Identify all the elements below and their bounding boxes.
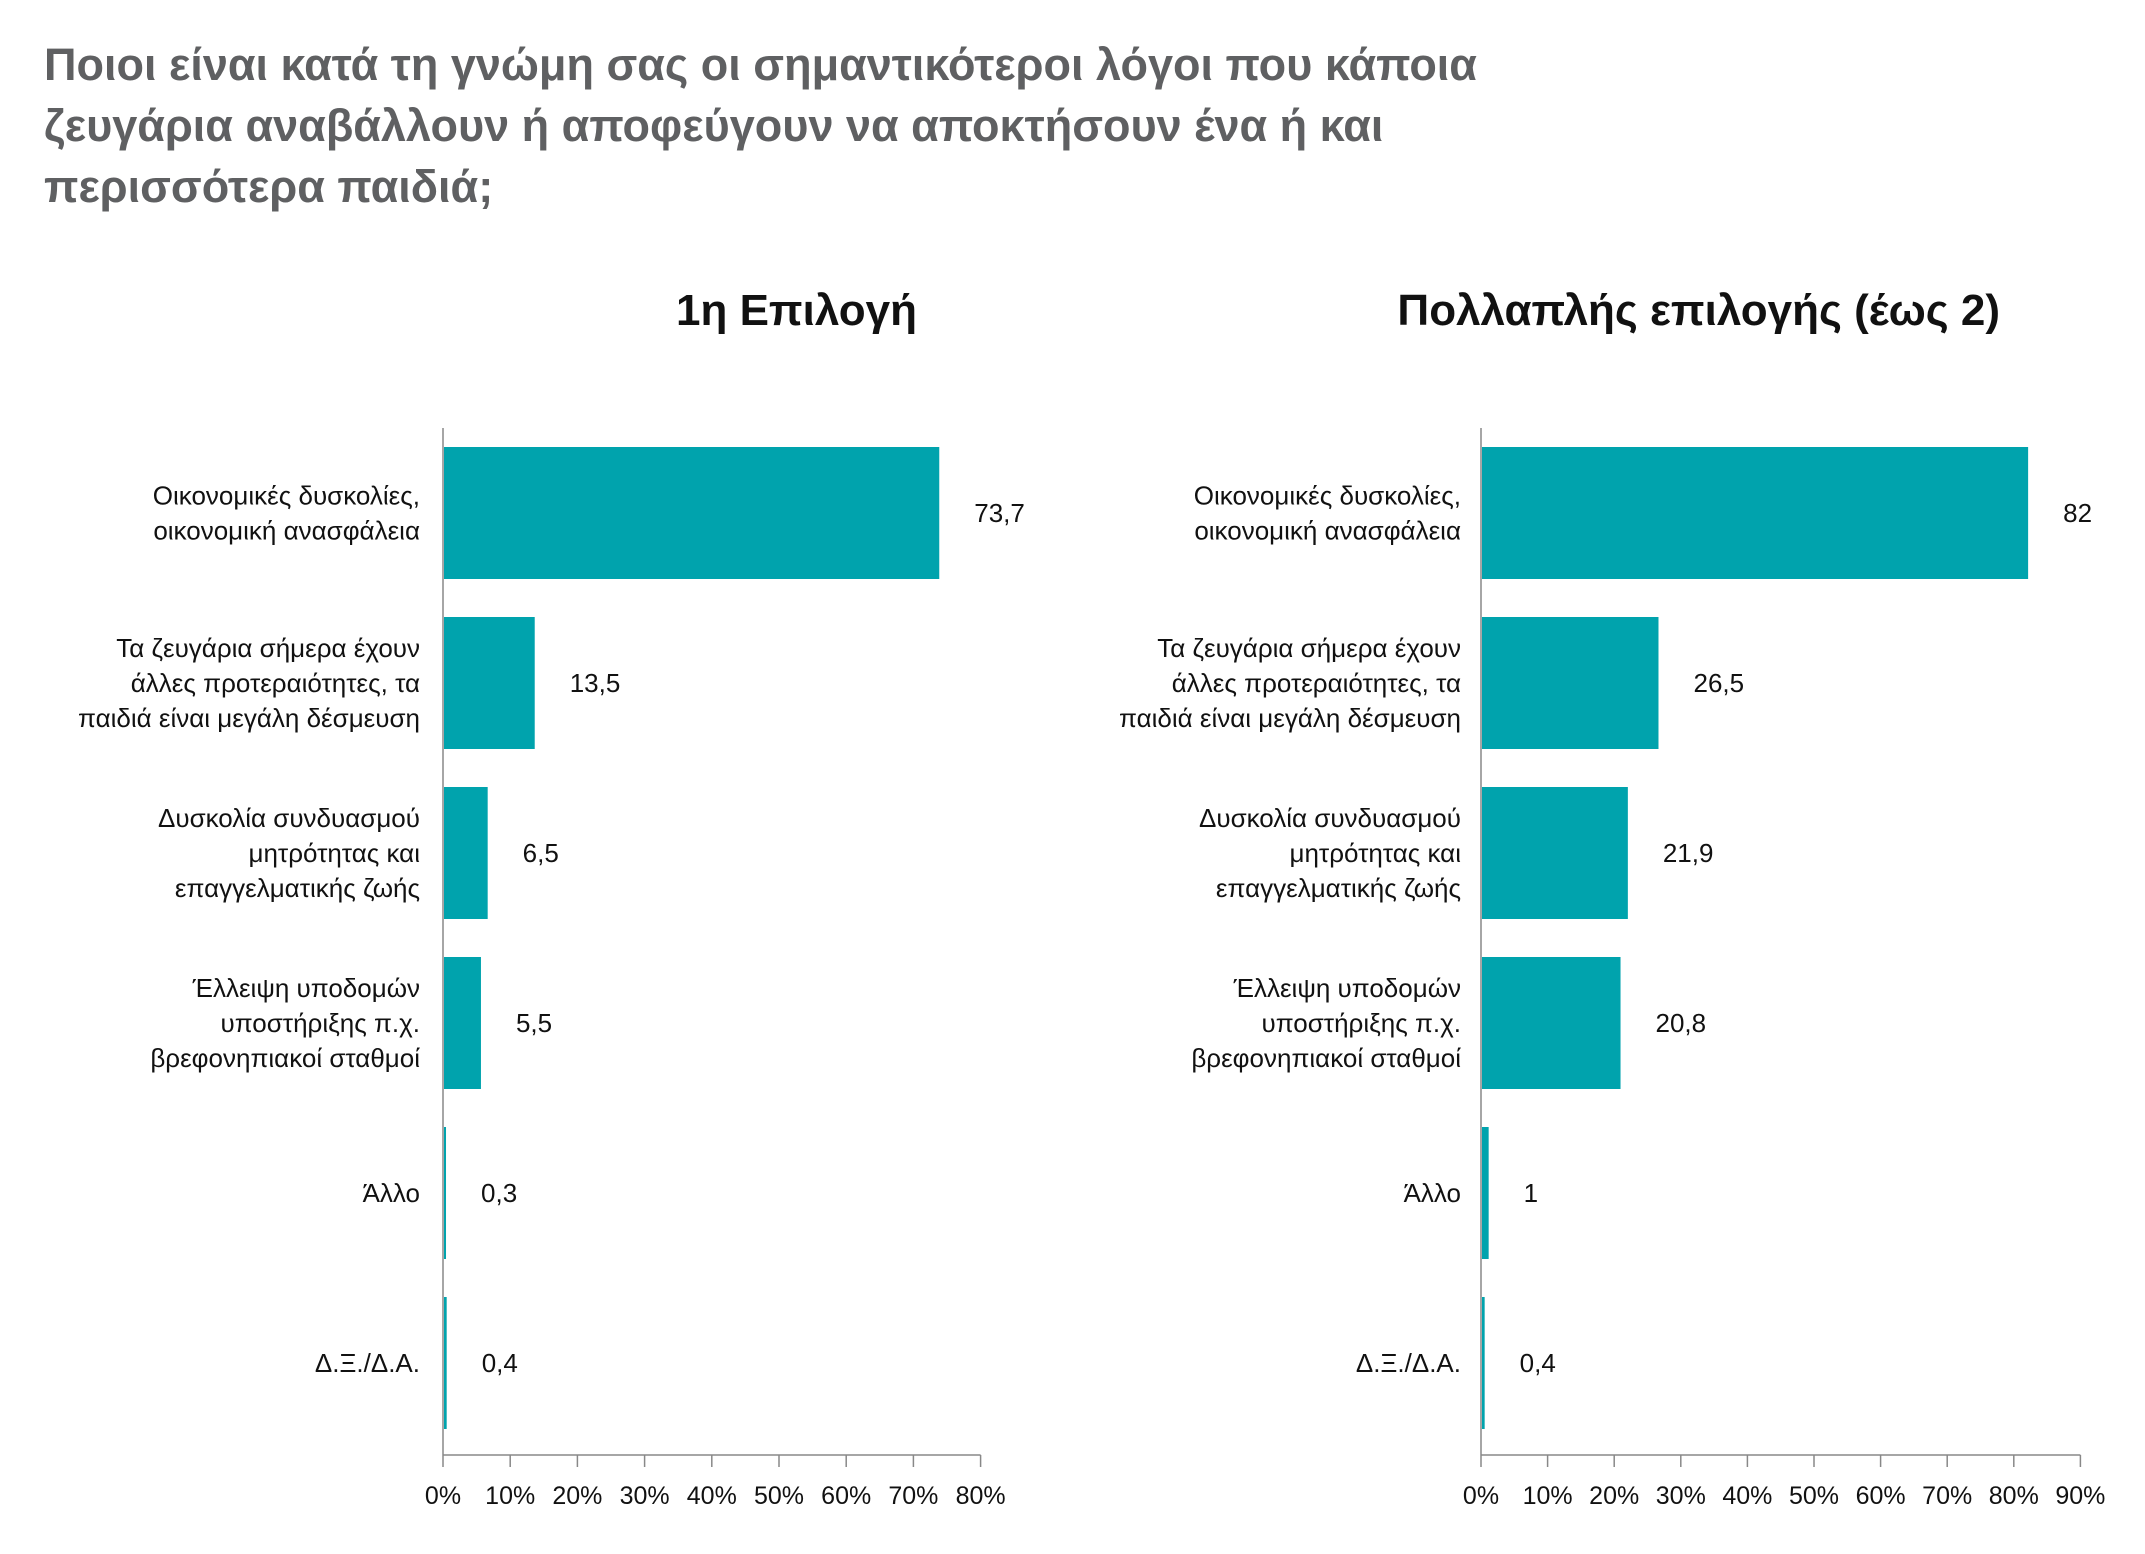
category-label-line: βρεφονηπιακοί σταθμοί xyxy=(150,1043,420,1073)
category-label-line: Τα ζευγάρια σήμερα έχουν xyxy=(1157,633,1461,663)
category-label-line: Τα ζευγάρια σήμερα έχουν xyxy=(116,633,420,663)
category-label xyxy=(1199,803,1461,903)
data-label: 82 xyxy=(2063,498,2093,528)
category-label-line: Δ.Ξ./Δ.Α. xyxy=(1355,1348,1461,1378)
category-label xyxy=(363,1178,420,1208)
chart-title-first-choice: 1η Επιλογή xyxy=(676,286,917,335)
x-tick-label: 10% xyxy=(1522,1482,1573,1510)
category-label-line: επαγγελματικής ζωής xyxy=(1215,873,1461,903)
x-tick-label: 80% xyxy=(955,1482,1006,1510)
data-label: 21,9 xyxy=(1662,838,1714,868)
x-tick-label: 0% xyxy=(1462,1482,1500,1510)
category-label xyxy=(315,1348,420,1378)
category-label-line: Έλλειψη υποδομών xyxy=(1233,973,1461,1003)
data-label: 1 xyxy=(1523,1178,1539,1208)
multiple-choice-bar-chart xyxy=(1072,0,2145,1554)
category-label-line: Οικονομικές δυσκολίες, xyxy=(1193,480,1461,511)
x-tick-label: 20% xyxy=(552,1482,603,1510)
category-label-line: Άλλο xyxy=(362,1178,420,1208)
category-label-line: υποστήριξης π.χ. xyxy=(1261,1008,1461,1038)
data-label: 0,4 xyxy=(1519,1348,1556,1378)
category-label xyxy=(1356,1348,1461,1378)
category-label-line: βρεφονηπιακοί σταθμοί xyxy=(1191,1043,1461,1073)
bar xyxy=(444,1297,447,1429)
x-tick-label: 0% xyxy=(424,1482,462,1510)
category-label-line: παιδιά είναι μεγάλη δέσμευση xyxy=(1119,703,1461,733)
bar xyxy=(444,1127,446,1259)
bar xyxy=(444,957,481,1089)
bar xyxy=(1482,957,1621,1089)
category-label-line: Οικονομικές δυσκολίες, xyxy=(152,480,420,511)
chart-title-multiple-choice: Πολλαπλής επιλογής (έως 2) xyxy=(1397,286,2000,335)
category-label-line: υποστήριξης π.χ. xyxy=(220,1008,420,1038)
x-tick-label: 40% xyxy=(686,1482,737,1510)
bar xyxy=(1482,787,1628,919)
x-tick-label: 90% xyxy=(2055,1482,2106,1510)
category-label-line: Άλλο xyxy=(1403,1178,1461,1208)
category-label xyxy=(1404,1178,1461,1208)
bar xyxy=(444,617,535,749)
bar xyxy=(1482,1127,1489,1259)
data-label: 26,5 xyxy=(1693,668,1745,698)
category-label-line: οικονομική ανασφάλεια xyxy=(153,515,420,546)
bar xyxy=(444,447,939,579)
page-title: Ποιοι είναι κατά τη γνώμη σας οι σημαντικότεροι λόγοι που κάποια ζευγάρια αναβάλλουν ή αποφεύγουν να αποκτήσουν ένα ή και περισσότερα παιδιά; xyxy=(44,39,1477,212)
category-label-line: οικονομική ανασφάλεια xyxy=(1194,515,1461,546)
x-tick-label: 30% xyxy=(619,1482,670,1510)
data-label: 0,4 xyxy=(481,1348,518,1378)
category-label-line: Δυσκολία συνδυασμού xyxy=(1198,803,1461,833)
category-label xyxy=(153,481,420,546)
bar xyxy=(1482,447,2028,579)
category-label-line: Έλλειψη υποδομών xyxy=(192,973,420,1003)
x-tick-label: 70% xyxy=(888,1482,939,1510)
x-tick-label: 20% xyxy=(1589,1482,1640,1510)
x-tick-label: 40% xyxy=(1722,1482,1773,1510)
data-label: 5,5 xyxy=(515,1008,553,1038)
bar xyxy=(1482,617,1658,749)
x-tick-label: 70% xyxy=(1922,1482,1973,1510)
x-tick-label: 60% xyxy=(1855,1482,1906,1510)
first-choice-bar-chart xyxy=(0,0,1072,1554)
data-label: 20,8 xyxy=(1655,1008,1707,1038)
data-label: 6,5 xyxy=(522,838,559,868)
category-label-line: Δ.Ξ./Δ.Α. xyxy=(314,1348,420,1378)
category-label xyxy=(1194,481,1461,546)
category-label-line: παιδιά είναι μεγάλη δέσμευση xyxy=(78,703,420,733)
category-label-line: Δυσκολία συνδυασμού xyxy=(157,803,420,833)
category-label xyxy=(158,803,420,903)
category-label-line: επαγγελματικής ζωής xyxy=(174,873,420,903)
x-tick-label: 60% xyxy=(821,1482,872,1510)
category-label-line: άλλες προτεραιότητες, τα xyxy=(130,668,420,698)
category-label-line: μητρότητας και xyxy=(1289,838,1461,868)
category-label xyxy=(150,973,420,1073)
category-label xyxy=(78,633,420,733)
data-label: 0,3 xyxy=(481,1178,518,1208)
x-tick-label: 10% xyxy=(485,1482,536,1510)
x-tick-label: 50% xyxy=(1788,1482,1840,1510)
data-label: 13,5 xyxy=(569,668,621,698)
bar xyxy=(1482,1297,1485,1429)
bar xyxy=(444,787,488,919)
category-label xyxy=(1119,633,1461,733)
x-tick-label: 80% xyxy=(1988,1482,2039,1510)
category-label-line: μητρότητας και xyxy=(248,838,420,868)
category-label-line: άλλες προτεραιότητες, τα xyxy=(1171,668,1461,698)
x-tick-label: 50% xyxy=(753,1482,805,1510)
data-label: 73,7 xyxy=(974,498,1025,528)
category-label xyxy=(1191,973,1461,1073)
x-tick-label: 30% xyxy=(1655,1482,1706,1510)
